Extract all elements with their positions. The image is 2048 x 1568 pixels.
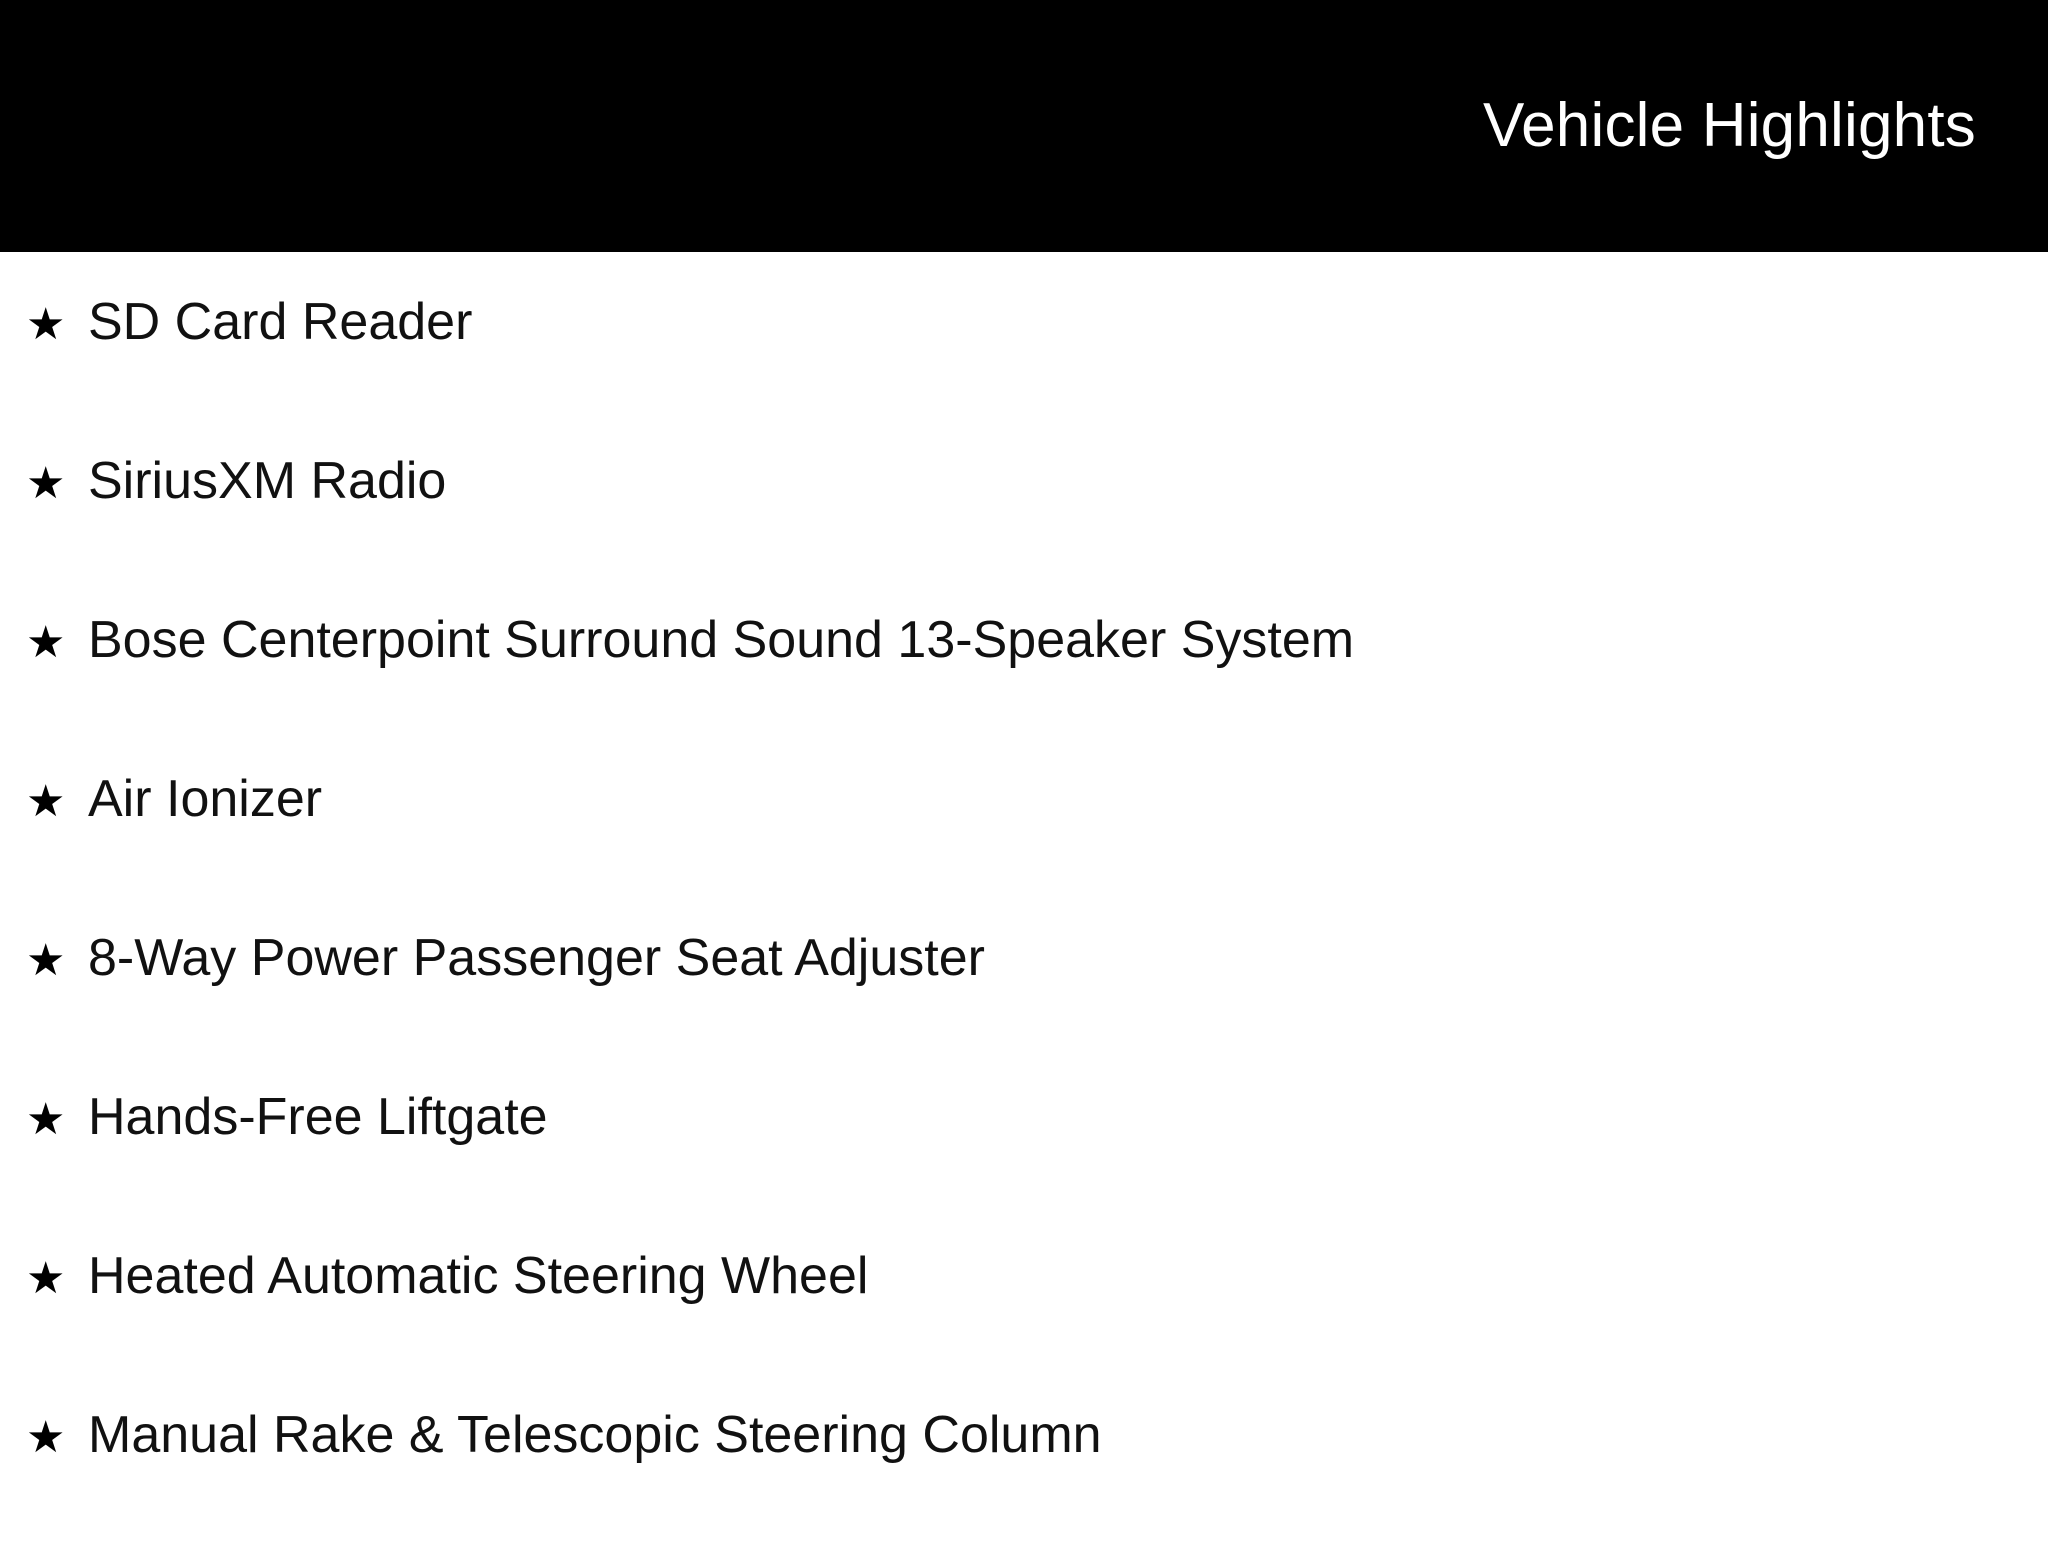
highlight-label: Bose Centerpoint Surround Sound 13-Speaker System — [88, 611, 1355, 669]
header-bar — [0, 0, 2048, 252]
list-item — [0, 929, 2048, 1091]
list-item — [0, 611, 2048, 773]
vehicle-highlights-list — [0, 252, 2048, 1568]
highlight-label: SD Card Reader — [88, 293, 473, 351]
star-icon: ★ — [26, 1254, 66, 1303]
star-icon: ★ — [26, 1095, 66, 1144]
highlight-label: SiriusXM Radio — [88, 452, 447, 510]
highlight-label: Manual Rake & Telescopic Steering Column — [88, 1406, 1102, 1464]
highlight-label: 8-Way Power Passenger Seat Adjuster — [88, 929, 985, 987]
page-title: Vehicle Highlights — [1482, 91, 1976, 160]
list-item — [0, 770, 2048, 932]
star-icon: ★ — [26, 618, 66, 667]
list-item — [0, 1247, 2048, 1409]
star-icon: ★ — [26, 936, 66, 985]
star-icon: ★ — [26, 459, 66, 508]
highlight-label: Air Ionizer — [88, 770, 323, 828]
list-item — [0, 293, 2048, 455]
highlight-label: Heated Automatic Steering Wheel — [88, 1247, 869, 1305]
star-icon: ★ — [26, 777, 66, 826]
star-icon: ★ — [26, 300, 66, 349]
list-item — [0, 452, 2048, 614]
list-item — [0, 1406, 2048, 1568]
list-item — [0, 1088, 2048, 1250]
highlight-label: Hands-Free Liftgate — [88, 1088, 548, 1146]
star-icon: ★ — [26, 1413, 66, 1462]
